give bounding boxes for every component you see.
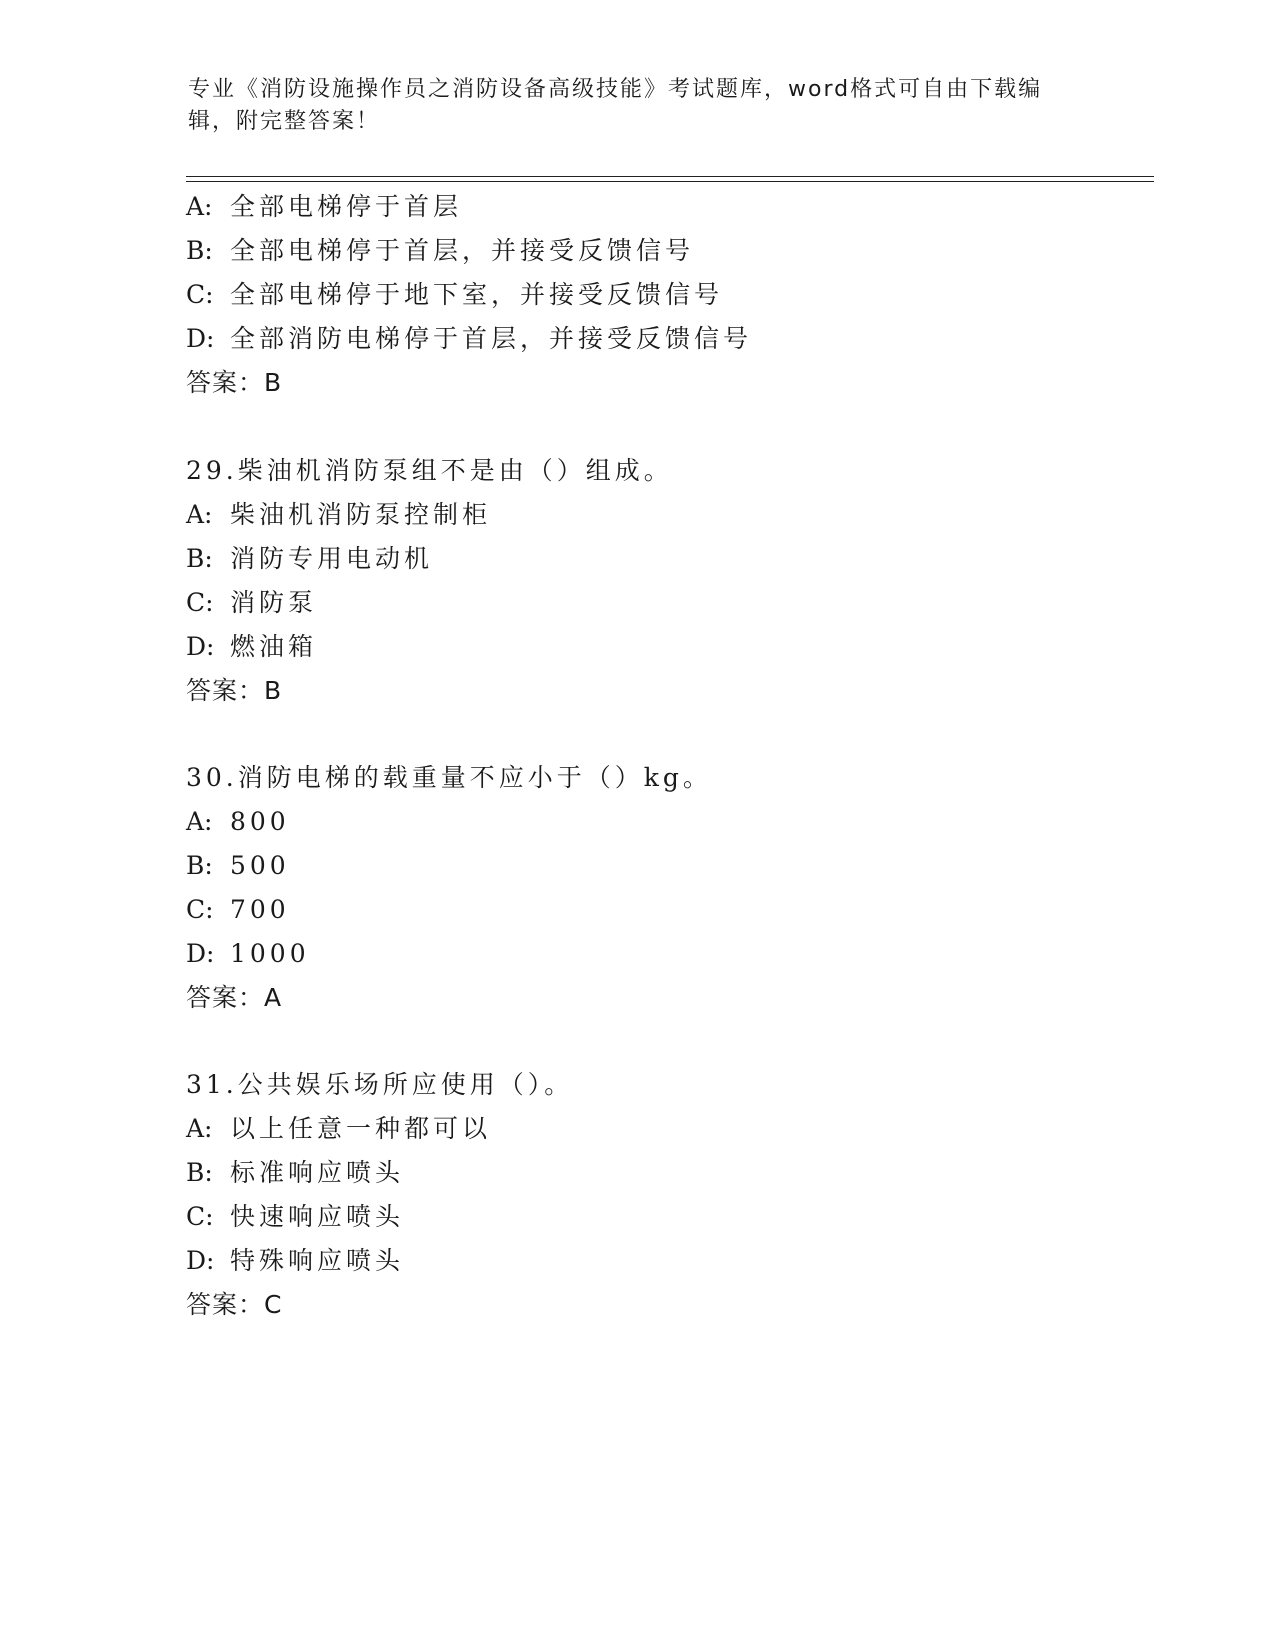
option-text: 全部电梯停于首层，并接受反馈信号 xyxy=(230,236,695,265)
option-letter: C: xyxy=(186,1202,214,1231)
q31-option-d xyxy=(186,1245,404,1277)
option-text: 消防泵 xyxy=(230,588,318,617)
option-text: 标准响应喷头 xyxy=(230,1158,405,1187)
option-text: 柴油机消防泵控制柜 xyxy=(230,500,492,529)
q28-option-d xyxy=(186,323,752,355)
option-text: 500 xyxy=(230,851,290,880)
option-text: 全部消防电梯停于首层，并接受反馈信号 xyxy=(230,324,753,353)
q31-option-b xyxy=(186,1157,404,1189)
q28-option-a xyxy=(186,191,462,223)
q29-stem: 29.柴油机消防泵组不是由（）组成。 xyxy=(186,456,673,485)
option-letter: D: xyxy=(186,324,215,353)
q29-option-c xyxy=(186,587,317,619)
option-letter: A: xyxy=(186,807,213,836)
q30-option-d xyxy=(186,938,310,970)
option-text: 1000 xyxy=(230,939,310,968)
q30-option-b xyxy=(186,850,290,882)
q29-option-d xyxy=(186,631,317,663)
option-text: 700 xyxy=(230,895,290,924)
q31-option-a xyxy=(186,1113,491,1145)
q30-option-a xyxy=(186,806,290,838)
option-text: 全部电梯停于地下室，并接受反馈信号 xyxy=(230,280,724,309)
option-letter: A: xyxy=(186,1114,213,1143)
option-text: 800 xyxy=(230,807,290,836)
option-letter: B: xyxy=(186,236,213,265)
q30-answer: 答案：A xyxy=(186,983,283,1012)
option-text: 消防专用电动机 xyxy=(230,544,434,573)
option-letter: C: xyxy=(186,588,214,617)
option-letter: A: xyxy=(186,192,213,221)
document-header xyxy=(188,74,1088,138)
option-letter: A: xyxy=(186,500,213,529)
q28-option-b xyxy=(186,235,694,267)
q28-answer: 答案：B xyxy=(186,368,283,397)
q30-stem: 30.消防电梯的载重量不应小于（）kg。 xyxy=(186,763,712,792)
q29-option-b xyxy=(186,543,433,575)
header-line-1: 专业《消防设施操作员之消防设备高级技能》考试题库，word格式可自由下载编 xyxy=(188,77,1043,102)
option-text: 以上任意一种都可以 xyxy=(230,1114,492,1143)
option-letter: D: xyxy=(186,1246,215,1275)
q30-option-c xyxy=(186,894,290,926)
q28-option-c xyxy=(186,279,723,311)
option-text: 特殊响应喷头 xyxy=(230,1246,405,1275)
q31-stem: 31.公共娱乐场所应使用（）。 xyxy=(186,1070,574,1099)
header-divider-top xyxy=(186,176,1154,177)
option-letter: D: xyxy=(186,939,215,968)
header-divider-bottom xyxy=(186,181,1154,182)
q29-option-a xyxy=(186,499,491,531)
option-letter: B: xyxy=(186,544,213,573)
option-letter: B: xyxy=(186,851,213,880)
q29-answer: 答案：B xyxy=(186,676,283,705)
option-letter: C: xyxy=(186,895,214,924)
header-line-2: 辑，附完整答案！ xyxy=(188,109,381,134)
option-text: 燃油箱 xyxy=(230,632,318,661)
option-text: 全部电梯停于首层 xyxy=(230,192,463,221)
q31-answer: 答案：C xyxy=(186,1290,283,1319)
q31-option-c xyxy=(186,1201,404,1233)
option-letter: B: xyxy=(186,1158,213,1187)
option-letter: D: xyxy=(186,632,215,661)
option-letter: C: xyxy=(186,280,214,309)
option-text: 快速响应喷头 xyxy=(230,1202,405,1231)
